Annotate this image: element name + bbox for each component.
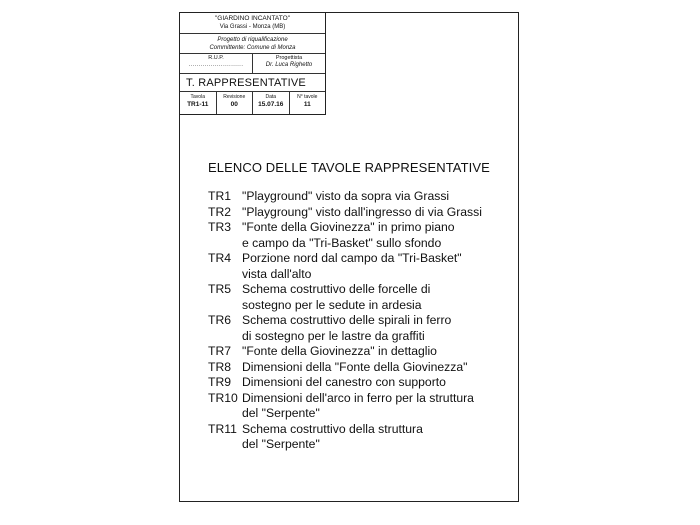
- list-item: [208, 391, 514, 422]
- item-text: "Playgroung" visto dall'ingresso di via Grassi: [242, 204, 482, 219]
- item-text: Schema costruttivo della struttura del "Serpente": [242, 421, 423, 451]
- list-item: [208, 220, 514, 251]
- item-code: TR7: [208, 344, 232, 358]
- project-address: Via Grassi - Monza (MB): [219, 24, 286, 30]
- list-item: [208, 422, 514, 453]
- list-item: [208, 205, 514, 221]
- item-text: "Playground" visto da sopra via Grassi: [242, 189, 450, 203]
- designer-name: Dr. Luca Righetto: [265, 62, 313, 68]
- field-label: N° tavole: [297, 94, 318, 100]
- signatures-row: [180, 54, 325, 74]
- drawing-list: [208, 189, 514, 453]
- item-text: Dimensioni della "Fonte della Giovinezza": [242, 359, 468, 374]
- field-label: Revisione: [223, 94, 246, 100]
- item-code: TR2: [208, 204, 232, 219]
- item-code: TR8: [208, 359, 232, 374]
- item-code: TR10: [208, 390, 238, 405]
- item-code: TR9: [208, 375, 232, 389]
- item-code: TR6: [208, 313, 232, 327]
- field-data: [253, 92, 290, 114]
- field-value: TR1-11: [187, 101, 209, 108]
- item-code: TR5: [208, 282, 232, 296]
- page-heading: ELENCO DELLE TAVOLE RAPPRESENTATIVE: [208, 160, 490, 175]
- designer-label: Progettista: [275, 55, 303, 61]
- project-info: [180, 13, 325, 34]
- list-item: [208, 282, 514, 313]
- project-desc: Progetto di riqualificazione: [217, 37, 288, 43]
- item-code: TR11: [208, 421, 237, 436]
- project-description: [180, 34, 325, 54]
- field-value: 11: [303, 101, 311, 108]
- item-text: Schema costruttivo delle forcelle di sostegno per le sedute in ardesia: [242, 282, 431, 312]
- field-revisione: [217, 92, 254, 114]
- item-text: "Fonte della Giovinezza" in primo piano e campo da "Tri-Basket" sullo sfondo: [242, 220, 455, 250]
- rup-value: ...........................: [188, 62, 244, 68]
- document-sheet: [179, 12, 519, 502]
- list-item: [208, 344, 514, 360]
- project-name: "GIARDINO INCANTATO": [214, 15, 291, 22]
- item-code: TR1: [208, 189, 232, 203]
- field-tavola: [180, 92, 217, 114]
- designer-cell: [253, 54, 325, 73]
- title-block: [180, 13, 326, 115]
- list-item: [208, 251, 514, 282]
- sheet-fields: [180, 92, 325, 114]
- field-value: 15.07.16: [258, 101, 284, 108]
- list-item: [208, 313, 514, 344]
- item-text: Dimensioni dell'arco in ferro per la struttura del "Serpente": [242, 390, 474, 420]
- field-label: Data: [265, 94, 277, 100]
- client: Committente: Comune di Monza: [209, 45, 296, 51]
- list-item: [208, 375, 514, 391]
- item-text: Porzione nord dal campo da "Tri-Basket" vista dall'alto: [242, 251, 462, 281]
- item-code: TR4: [208, 251, 232, 265]
- item-text: Dimensioni del canestro con supporto: [242, 375, 446, 389]
- field-value: 00: [230, 101, 238, 108]
- category: T. RAPPRESENTATIVE: [180, 74, 325, 92]
- item-code: TR3: [208, 220, 232, 234]
- field-label: Tavola: [190, 94, 205, 100]
- item-text: Schema costruttivo delle spirali in ferro di sostegno per le lastre da graffiti: [242, 313, 452, 343]
- item-text: "Fonte della Giovinezza" in dettaglio: [242, 344, 437, 358]
- rup-label: R.U.P.: [208, 55, 224, 61]
- field-n-tavole: [290, 92, 326, 114]
- rup-cell: [180, 54, 253, 73]
- list-item: [208, 360, 514, 376]
- list-item: [208, 189, 514, 205]
